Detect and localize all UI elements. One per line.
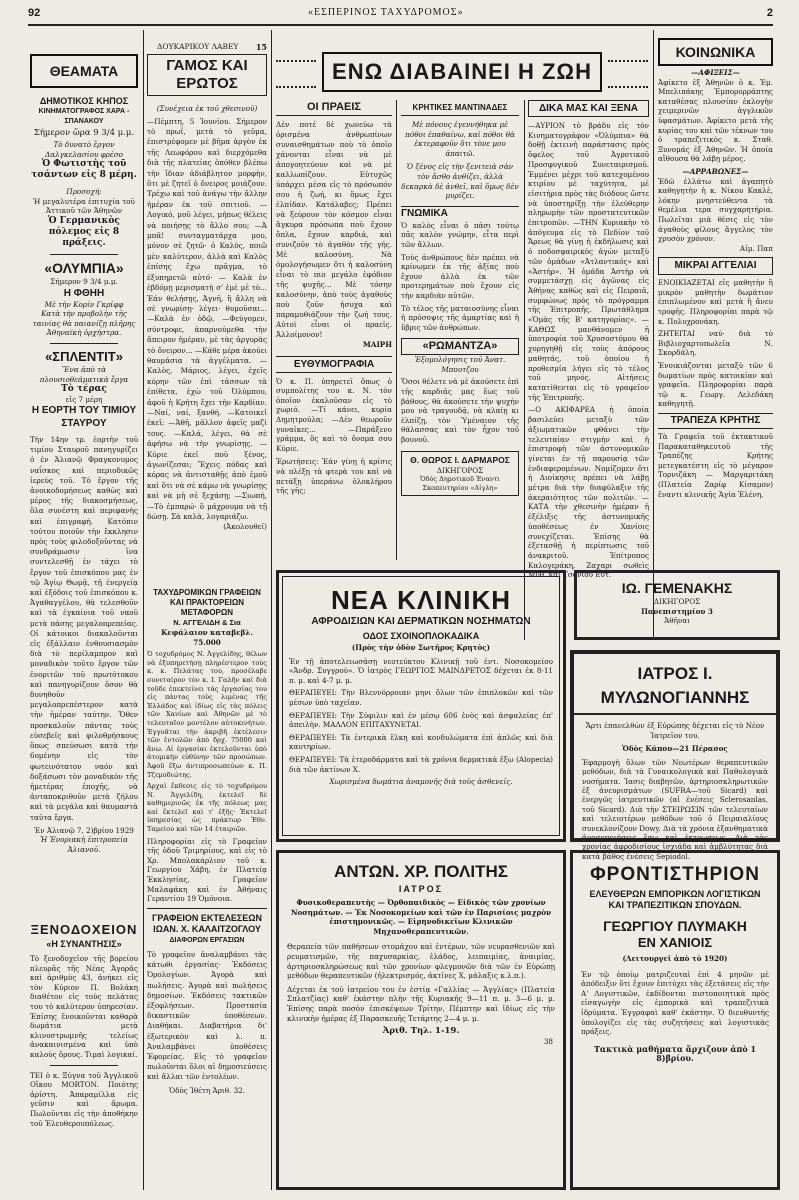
kliniki-body: Ἐν τῇ ἀποτελειωσάσῃ νεοτεύκτου Κλινικῇ τοῦ ἐντ. Νοσοκομείου «Ἀνδρ. Συγγρού». Ὁ ἰατρὸς ΓΕΩΡΓΙΟΣ ΜΑΙΝΔΡΕΤΟΣ δέχεται ἐκ 8-11 π. μ. καὶ 4-7 μ. μ.	[289, 656, 553, 685]
page-label: 2	[766, 7, 773, 19]
arravones-title: —ΑΡΡΑΒΩΝΕΣ—	[682, 166, 749, 176]
kinimatografos: ΚΙΝΗΜΑΤΟΓΡΑΦΟΣ ΧΑΡΑ - ΣΠΑΝΑΚΟΥ	[38, 108, 130, 125]
synantisis: «Η ΣΥΝΑΝΤΗΣΙΣ»	[46, 939, 122, 949]
kliniki-therapeia-1: ΘΕΡΑΠΕΥΕΙ: Τὴν Βλεννόρροιαν μηνι ὅλων τῶν ἐπιπλοκῶν καὶ τῶν μέσων ὑπὸ ταχεῖαν.	[289, 688, 553, 707]
germanikos-polemos: Ὁ Γερμανικὸς πόλεμος εἰς 8 πράξεις.	[48, 215, 120, 248]
grafeion-title: ΓΡΑΦΕΙΟΝ ΕΚΤΕΛΕΣΕΩΝ ΙΩΑΝ. Χ. ΚΑΛΑΙΤΖΟΓΛΟΥ	[147, 908, 267, 935]
frontistirion-ad	[570, 850, 780, 1190]
politis-tel: Ἀριθ. Τηλ. 1-19.	[382, 1026, 460, 1037]
kliniki-odos: ΟΔΟΣ ΣΧΟΙΝΟΠΛΟΚΑΔΙΚΑ	[362, 631, 480, 641]
newspaper-name: «ΕΣΠΕΡΙΝΟΣ ΤΑΧΥΔΡΟΜΟΣ»	[308, 7, 464, 18]
column-rule	[524, 100, 525, 640]
eorti-body: Τὴν 14ην τρ. ἑορτὴν τοῦ τιμίου Σταυροῦ πανηγυρίζει ὁ ἐν Ἀλιανῷ Φραγκονυμος ναΐσκος καὶ περιοδικῶς ἱερεὺς τοῦ. Τὸ ἔργον τῆς ἀνοικοδομήσεως καθὼς καὶ μέρος τῆς διακοσμήσεως, ὅλα συνέστη καὶ περιφανὴς καὶ ἐπιγραφή. Κατόπιν τούτου ποιοῦν τὴν ἔκκλησιν πρὸς τοὺς φιλοδοξοῦντας νὰ συνδράμωσιν ἵνα συντελεσθῇ ἐν τάχει τὸ ἔργον τοῦ ἐπισκόπου μας ἐν τῷ Ἁγίῳ Θωμᾷ, τῇ ἐνεργείᾳ καὶ ἐξόδοις τοῦ ἐπισκόπου κ. Ἀγαθαγγέλου, θὰ τελεσθοῦν καὶ τὰ ἐγκαίνια τοῦ ναοῦ μετὰ πάσης μεγαλοπρεπείας. Οἱ κάτοικοι διακαλοῦνται εἰς ἐξάλλαιν ἐνθουσιασμὸν διὰ τὸ περίλαμπρον καὶ μοναδικὸν τοῦτο ἔργον τῶν ἐνοριτῶν τοῦ πρωτότοκου καὶ πανηγυρίζουν ὅσον θὰ δυνηθοῦν μεγαλοπρεπέστερον κατὰ τὴν ἡμέραν ταύτην. Ὅθεν προσκαλοῦν πάντας τοὺς εὐσεβεῖς καὶ φιλοθρήσκους ὅπως σπεύσωσι κατὰ τὴν 6ομένην εἰς τὸν φωτεινότατον ναόν καὶ δοξάσωσι τὸν μοναδικὸν τῆς ἡμετέρας ἐποχῆς, νὰ ἀνταποκριθοῦν μετὰ ζήλου καὶ τὰ μεγάλα καὶ θαυμαστὰ ταῦτα ἔργα.	[30, 435, 138, 822]
grafeion-body: Τὸ γραφεῖον ἀναλαμβάνει τὰς κάτωθι ἐργασίας· Ἐκδόσεις Ὁρολογίων. Ἀγορὰ καὶ πωλήσεις. Ἀγορὰ καὶ πωλήσεις δημοσίων. Ἐκδόσεις τακτικῶν ἐξοφλήσεων. Προστασία δικαστικῶν ὑποθέσεων. Διαθήκαι. Διαβατήρια δι' ἐξωτερικὸν καὶ λ. π. Ἀναλαμβάνει ὑποθέσεις Ἐφορείας. Εἰς τὸ γραφεῖον πωλοῦνται ὅλοι αἱ δημοσιεύσεις καὶ ἄλλαι τῶν ἐντολέων.	[147, 950, 267, 1082]
seven-parts: εἰς 7 μέρη	[65, 395, 103, 405]
diaforon-ergasion: ΔΙΑΦΟΡΩΝ ΕΡΓΑΣΙΩΝ	[169, 937, 245, 944]
mylonogiannis-ad	[570, 650, 780, 861]
mikrai-title: ΜΙΚΡΑΙ ΑΓΓΕΛΙΑΙ	[658, 257, 773, 275]
divider	[50, 343, 118, 344]
evthimografia-body: Ὁ κ. Π. ὑπηρετεῖ ὅπως ὁ συμπολίτης του κ. Ν. τὸν ὁποῖον ἐκαλοῦσαν εἰς τὸ χωριό. —Τί κάνει, κυρία Δημητρούλα; —Δὲν θεωροῦν γυναῖκες... —Παράξενο γράμμα, ὅς καὶ τὸ ὄνομα σου Κύριε.	[276, 376, 392, 453]
darmaros-name: Θ. ΘΩΡΟΣ Ι. ΔΑΡΜΑΡΟΣ	[410, 454, 510, 465]
kliniki-pros: (Πρὸς τὴν ὁδὸν Σωτῆρος Κρητὸς)	[351, 643, 491, 652]
splendid-text: Ἕνα ἀπὸ τὰ πλουσιοθεάματικὰ ἔργα	[39, 364, 129, 384]
col2-gamos	[147, 42, 267, 582]
col4-content	[401, 100, 519, 560]
taxy-info: Πληροφορίαι εἰς τὸ Γραφεῖον τῆς ὁδοῦ Τριμηρίους, καὶ εἰς τὸ Χρ. Μπολακάρλιον τοῦ κ. Γεωργίου Χάβη, ἐν Πλατείᾳ Ἐκκλησίας, Γραφεῖον Μαλαφάκη καὶ ἐν Ἀθήναις Γεραντίου 19 Ὁμόνοια.	[147, 836, 267, 904]
gamos-body: —Πέμπτη, 5 Ἰουνίου. Σήμερον τὸ πρωΐ, μετὰ τὸ γεῦμα, ἐπιστρέφομεν μὲ βῆμα ἀργὸν ἐκ τῆς Λεωφόρου καὶ διερχόμεθα διὰ τῆς πλατείας ὁπόθεν βλέπω τὴν ἴδιαν ἀδιάβλητον μορφὴν, ὅτι μὲ ζητεῖ ὁ ὄνειρος μοιάζουν. Τρέχω καὶ τοῦ ἀνάγω τὴν ἄλλην ἡμέραν ἐκ τοῦ σπιτιοῦ. —Λογικό, μοῦ λέγει, μήπως θέλεις νὰ ποιήσῃς τὸ ἄλλο σου; —Ἀ μπᾶ! συνταγματάρχα μου, μόνον σὲ ζητῶ· ὁ Καλὸς, ποιῶ μὲν καλύτερον, ἀλλὰ καὶ Καλὸς ἐπίσης ἔχω πρᾶγμα, τὸ ἐξυπηρετῶ αὐτό· — Καλὰ ἐν ἐβδόμῃ μερισματὴ σ' ἐμὲ μὲ τὸ... Ἐάν θελήσῃς, Ἀγνῆ, ἢ ἄλλη νὰ σὲ γνωρίσῃ· λέγει· θυμοῦσαι... —Καλὰ ἐν ὁδῷ, —Φεύγομεν, σύντροφε, ἀπαρνούμεθα τὴν ἄπειρον ἡμέραν, μὲ τὰς ἀργυρὰς τὸ ὄνειρον... —Κάθε μέρα ἀκούει θαυμάσια τὰ ἀγγέλματα. —Καλὸς, Μάριος, λέγει, ἐχεῖς κόρην τῶν ἐπὶ τάσσων τὰ ἐπίθετα, ἐχὼ τοῦ Ὀλύμπου, ἀφοῦ ἡ Κρήτη ἔχει τὴν Καρδίαν. —Ναί, ναί, ξανθή. —Κατοικεῖ ἐκεῖ; —Ἀθῆ, μᾶλλον ἀφεῖς μαζί τους. —Καλά, λέγει, θὰ σὲ ἀφήσω νὰ τὴν γνωρίσῃς. —Κύριε ἐκεῖ ποῦ ξένος, ἀγωνίζεσαι; Ἔχεις πόδας καὶ κόρας νὰ ἀντισταθῇς ἀπὸ ἐμοῦ καὶ ὅτι νὰ σὲ κάμω νὰ γνωρίσῃς καὶ νὰ μὴ σὲ ξεχάσῃ; —Σιωπή, —Τὸ ἐμπαρώ· ὃ μάχρουμα νὰ τῇ δώσῃ. Σὰ καλὰ, λογαριάζω.	[147, 116, 267, 522]
prosoxi: Προσοχή:	[66, 187, 102, 197]
mylonogiannis-odos: Ὁδὸς Κάπου—21 Πέρασος	[622, 744, 728, 754]
romantza-body: Ὅσοι θέλετε νὰ μὲ ἀκούσετε ἐπὶ τῆς καρδιᾶς μας ἕως τοῦ βάθους, θὰ ἀκούσετε τὴν ψυχήν μου νὰ τραγουδᾷ, νὰ κλαίῃ κι ἐλπίζῃ, τὸν Ὑμέναιον τῆς θάλασσας καὶ τὸν ἦχον τοῦ βουνοῦ.	[401, 377, 519, 445]
taxy-body2: Ἀρχαὶ ἔκθεσις εἰς τὸ τοχυδρόμου Ν. Ἀγγελίδη, ἐκτελεῖ δὲ καθημερινῶς ἐκ τῆς πόλεως μας καὶ ἔκτελεῖ καὶ τ' ἑξῆς· Ἐκτελεῖ ὑπηρεσίας ὡς πράκτωρ Ἐθν. Ταμείου καὶ τῶν 14 ἑταιριῶν.	[147, 782, 267, 834]
kliniki-subtitle: ΑΦΡΟΔΙΣΙΩΝ ΚΑΙ ΔΕΡΜΑΤΙΚΩΝ ΝΟΣΗΜΑΤΩΝ	[311, 616, 531, 627]
gnomika-2: Τοὺς ἀνθρώπους δὲν πρέπει νὰ κρίνωμεν ἐκ τῆς ἀξίας ποὺ ἔχουν ἀλλὰ ἐκ τῶν προτερημάτων ποὺ ἔχουν εἰς τὴν καρδιὰν αὐτῶν.	[401, 252, 519, 300]
romantza-title: «ΡΩΜΑΝΤΖΑ»	[401, 338, 519, 355]
trapeza-body: Τὰ Γραφεῖα τοῦ ἐκτακτικοῦ Παρακαταθηκευτοῦ τῆς Τραπέζης Κρήτης μετεγκατέστη εἰς τὸ μέγαρον Τορνιζάκη — Μαργαριτάκη (Πλατεία Ζαρίφ Κίσαμον) ἔναντι κλινικῆς Ἁγία Ἑλένη.	[658, 432, 773, 499]
col6-content	[658, 68, 773, 538]
evthimografia-2: Ἐρωτήσεις: Ἐάν γίνῃ ἡ κρίσις νὰ πλέξῃ τὰ φτερὰ του καὶ νὰ πετάξῃ ὑπεράνω ὁλοκλήρου τῆς γῆς;	[276, 457, 392, 496]
evthimografia-title: ΕΥΘΥΜΟΓΡΑΦΙΑ	[276, 356, 392, 373]
page-header	[28, 5, 773, 25]
darmaros-address: Ὁδὸς Δημοτικοῦ Ἐναντι Σκοπευτηρίου «Αἰγλη»	[420, 475, 500, 492]
gnomika-1: Ὁ καλὸς εἶναι ὁ πᾶσι τούτῳ πᾶς καλὸν γνώμην, εἶτα περὶ τῶν ἄλλων.	[401, 220, 519, 249]
divider	[50, 254, 118, 255]
trapeza-title: ΤΡΑΠΕΖΑ ΚΡΗΤΗΣ	[658, 413, 773, 429]
orchestra-note: Κατὰ τὴν προβολὴν τῆς ταινίας θὰ παιανίζῃ πλῆρης Ἀθηναϊκὴ ὀρχήστρα.	[32, 309, 136, 338]
frontistirion-city: ΕΝ ΧΑΝΙΟΙΣ	[637, 935, 713, 950]
gemenakis-city: Ἀθῆναι	[664, 616, 690, 626]
romantza-sub: Ἐξομολόγησις τοῦ Ἀνατ. Μπουτζου	[414, 355, 506, 374]
politis-title: ΙΑΤΡΟΣ	[398, 884, 444, 894]
koinonika-header: ΚΟΙΝΩΝΙΚΑ	[658, 38, 773, 66]
morton-ad: ΤΕΙ ὁ κ. Ξύγνα τοῦ Ἀγγλικοῦ Οἴκου MORTON. Ποιότης ἀρίστη. Ἀπαραμίλλα εἰς γεῦσιν καὶ ἄρωμα. Πωλοῦνται εἰς τὴν ἀποθήκην τοῦ Ἐλευθερουπόλεως.	[30, 1070, 138, 1128]
gemenakis-title: ΔΙΚΗΓΟΡΟΣ	[653, 597, 701, 606]
zoi-header: ΕΝΩ ΔΙΑΒΑΙΝΕΙ Η ΖΩΗ	[322, 52, 602, 92]
dadel: Δαλγκελασίου φρέσο	[45, 149, 123, 159]
politis-ad	[276, 850, 566, 1190]
col2-taxydromika	[147, 588, 267, 904]
dika-mas-title: ΔΙΚΑ ΜΑΣ ΚΑΙ ΞΕΝΑ	[528, 100, 649, 117]
kliniki-title: ΝΕΑ ΚΛΙΝΙΚΗ	[330, 585, 511, 615]
gamos-sub: (Συνέχεια ἐκ τοῦ χθεσινοῦ)	[156, 104, 258, 113]
kliniki-closing: Χωρισμένα δωμάτια ἀναμονῆς διὰ τοὺς ἀσθενεῖς.	[329, 777, 513, 787]
nea-kliniki-ad	[276, 570, 566, 842]
gamos-continue: (Ἀκολουθεῖ)	[223, 522, 267, 532]
col1-theamata	[30, 96, 138, 405]
column-rule	[271, 30, 272, 1190]
afixeis-title: —ΑΦΙΞΕΙΣ—	[691, 68, 740, 77]
to-teras: Τὸ τέρας	[61, 384, 107, 395]
page-number: 92	[28, 7, 41, 19]
oi-praeis-title: ΟΙ ΠΡΑΕΙΣ	[276, 100, 392, 116]
gemenakis-ad-box	[574, 570, 780, 640]
column-rule	[143, 30, 144, 1190]
fthiri-title: Η ΦΘΗΗ	[63, 287, 105, 299]
politis-spec: Φυσικοθεραπευτὴς — Ὀρθοπαιδικὸς — Εἰδικὸς τῶν χρονίων Νοσημάτων. — Ἐκ Νοσοκομείων καὶ τῶν ἐν Παρισίοις μαχρὸν ἐπιστημονικῶς. — Εἰρηνοδικεῖων Κλινικῶν Μηχανοθεραπευτικῶν.	[290, 898, 552, 936]
mylonogiannis-intro: Ἄρτι ἐπανελθὼν ἐξ Εὐρώπης δέχεται εἰς τὸ Νέον Ἰατρεῖον του.	[585, 721, 765, 740]
eorti-title: Η ΕΟΡΤΗ ΤΟΥ ΤΙΜΙΟΥ ΣΤΑΥΡΟΥ	[31, 405, 137, 429]
zoi-ornament-left	[276, 60, 316, 88]
frontistirion-body: Ἐν τῷ ὁποίῳ ματριζευταὶ ἐπὶ 4 μηνῶν μὲ ἀπόδειξιν ὅτι ἔχουν ἐπιτύχει τὰς ἐξετάσεις εἰς τὴν Α' Λογιστικῶν, ἐκδίδονται πιστοποιητικὰ πρὸς εἰσαγωγὴν εἰς ἐμπορικὰ καὶ τραπεζιτικὰ ἱδρύματα. Ἐγγραφαὶ καθ' ἑκάστην. Ὁ διευθυντὴς ὑπολογίζει εἰς τὰς συζητήσεις καὶ λογιστικὰς πράξεις.	[581, 969, 769, 1037]
frontistirion-name: ΓΕΩΡΓΙΟΥ ΠΛΥΜΑΚΗ	[603, 918, 747, 934]
megaloteri-epityxia: Ἡ μεγαλυτέρα ἐπιτυχία τοῦ Ἀττικοῦ τῶν Ἀθηνῶν	[33, 196, 135, 216]
divider	[50, 1065, 118, 1066]
politis-body: Θεραπεία τῶν παθήσεων στομάχου καὶ ἐντέρων, τῶν νευρασθενιῶν καὶ ρευματισμῶν, τῆς παχυσαρκίας, ἐλάδος, λειπαιμίας, ἀναιμίας, ἀρτηριοσκληρώσεως καὶ τῶν χρονίων φλεγμονῶν διὰ τῶν ἐν Εὐρώπῃ μεθόδων θεραπευτικῶν (ἠλεκτρισμός, ἀκτῖνες Χ, μάλαξις κ.λ.π.).	[287, 942, 555, 981]
fotistis: Ὁ Φωτιστὴς τοῦ τσάντων εἰς 8 μέρη.	[31, 159, 137, 181]
theamata-header: ΘΕΑΜΑΤΑ	[30, 54, 138, 88]
dika-mas-body2: —Ο ΑΚΙΦΑΡΕΑ ἡ ὁποία βασιλεύει μεταξὺ τῶν ἀξιωματικῶν φθάνει τὴν τελευταίαν στιγμὴν καὶ ἡ ἐπιστροφὴ τῶν ἀστυνομικῶν γίνεται ἐν τῇ παρουσίᾳ τῶν ἐνδιαφερομένων. Νομίζομεν ὅτι ἡ Διοίκησις πρέπει νὰ λάβῃ μέτρα διὰ τὴν διαφύλαξιν τῆς ἀκεραιότητος τῶν πολιτῶν. —ΚΑΤΑ τὴν χθεσινὴν ἡμέραν ἡ ἐξέλιξις τῆς ἀστυνομικῆς ὑποθέσεως ἐν Χανίοις συνεχίζεται. Ἐπίσης θὰ ἐξετασθῇ ἡ περίπτωσις τοῦ ἀνακριτοῦ. Ἐπίτροπος Καλογεράκη, Ζαχαρι σωθεὶς Μυθ. καὶ Τσόνιου Εὐτ.	[528, 405, 649, 580]
enoikiazetai: ΕΝΟΙΚΙΑΖΕΤΑΙ εἰς μαθητὴν ἢ μικρὸν μαθητὴν δωμάτιον ἐπιπλωμένον καὶ μετὰ ἢ ἄνευ τροφῆς. Πληροφορίαι παρὰ τῷ κ. Πολυχρονάκη.	[658, 278, 773, 326]
dikigoros-box	[401, 451, 519, 497]
simeron: Σήμερον ὥρα 9 3/4 μ.μ.	[33, 128, 135, 138]
gnomika-3: Τὸ τέλος τῆς ματαιοσύνης εἶναι ἡ πρόσοψις τῆς ἀμαρτίας καὶ ἡ ὕβρις τῶν ἀνθρώπων.	[401, 303, 519, 332]
mylonogiannis-title: ΙΑΤΡΟΣ Ι. ΜΥΛΩΝΟΓΙΑΝΝΗΣ	[574, 662, 776, 715]
politis-num: 38	[543, 1036, 553, 1046]
politis-hours: Δέχεται ἐκ τοῦ ἰατρείου του ἐν ἑστίᾳ «Γαλλίας — Ἀγγλίας» (Πλατεία Σπλατζίας) καθ' ἑκάστην πλὴν τῆς Κυριακῆς 9—11 π. μ. 3—6 μ. μ. Ἐπίσης παρὰ ποσὸν ἐπισκέψεων Τρίτην, Πέμπτην καὶ ἰδίως εἰς τὴν κλινικὴν ἡμέρας ἐξ Παρασκευῆς Τετάρτης 2—4 μ. μ.	[287, 984, 555, 1023]
dynato-ergon: Τὸ δυνατὸ ἔργον	[53, 140, 115, 149]
taxy-body: Ὁ τοχυδρόμος Ν. Ἀγγελίδης, θέλων νὰ ἐξυπηρετήσῃ πληρέστερον τοὺς κ. κ. Πελάτας του, προσέλαβε συνεταίρον τὸν κ. Ι. Γαλῆν καὶ διὰ τοῦδε ἐπεκτείνει τὰς ἐργασίας του εἰς πάντας τοὺς λιμένας τῆς Ἑλλάδος καὶ ἰδίως εἰς τὰς πόλεις τῶν Χανίων καὶ Ἀθηνῶν μὲ τὸ τελευταῖον μοντέλον αὐτοκινήτων. Ἐγγυᾶται τὴν ἀκριβῆ ἐκτέλεσιν τῶν ἐντολῶν ἀπὸ δρχ. 75000 καὶ ἄνω. Αἱ ἐργασίαι ἐκτελοῦνται ὑπὸ ἀτομικὴν εὐθύνην τῶν προσώπων. Ἀφοῦ ἔξω ἀντιπροσωπεύων κ. Π. Τζεμοδιώτης.	[147, 650, 267, 779]
dimotikos-kipos: ΔΗΜΟΤΙΚΟΣ ΚΗΠΟΣ	[39, 96, 129, 106]
xenodoxeion-body: Τὸ ξενοδοχεῖον τῆς βορείου πλευρᾶς τῆς Νέας Ἀγορᾶς καὶ ἀριθμὸς 43, ἀνήκει εἰς τὸν Κύριον Π. Βολάκη διαθέτον εἰς τοὺς πελάτας του τὸ καλύτερον ὑπηρεσίαν. Ἐπίσης ἔνοικοῦνται καθαρὰ δωμάτια μετὰ κλινοστρωμνῆς τελείως ἀνακαινισμένα καὶ ὑπὸ καλοὺς ὅρους. Τιμαὶ λογικαί.	[30, 954, 138, 1059]
gemenakis-name: ΙΩ. ΓΕΜΕΝΑΚΗΣ	[621, 580, 733, 596]
kliniki-therapeia-3: ΘΕΡΑΠΕΥΕΙ: Τὰ ἐντερικὰ ἕλκη καὶ κονδυλώματα ἐπὶ ἀπλῶς καὶ διὰ καυτηρίων.	[289, 732, 553, 752]
frontistirion-title: ΦΡΟΝΤΙΣΤΗΡΙΟΝ	[590, 864, 760, 885]
afixeis-body: Ἀφίκετο ἐξ Ἀθηνῶν ὁ κ. Ἐμ. Μπελιπάκης Ἐμπορορράπτης καταθέσας πλουσίαν ἐκλογὴν χειμερινῶν ἀγγλικῶν ὑφασμάτων. Ἀφίκετο μετὰ τῆς κυρίας του καὶ τῶν τέκνων του ὁ τραπεζιτικὸς κ. Σταθ. Ξυνομάς ἐξ Ἀθηνῶν. Ἡ ὁποία αἴθουσα θὰ λάβῃ μέρος.	[658, 77, 773, 164]
kritikes-title: ΚΡΗΤΙΚΕΣ ΜΑΝΤΙΝΑΔΕΣ	[401, 100, 519, 116]
eorti-sign: Ἡ Ἐνοριακὴ ἐπιτροπεία Ἀλιανοῦ.	[40, 835, 128, 854]
olympia-time: Σήμερον 9 3/4 μ.μ.	[50, 276, 118, 286]
taxy-owner: Ν. ΑΓΓΕΛΙΔΗ & Σια	[173, 618, 241, 627]
col3-content	[276, 100, 392, 560]
taxy-kefalaio: Κεφάλαιον καταβεβλ. 75.000	[161, 628, 253, 647]
gnomika-title: ΓΝΩΜΙΚΑ	[401, 206, 519, 221]
dika-mas-body: —ΑΥΡΙΟΝ τὸ βράδυ εἰς τὸν Κινηματογράφον «Ὀλύμπια» θὰ δοθῇ ἐκτεινὴ παράστασις πρὸς ὄφελος τοῦ Ἀγροτικοῦ Προσφυγικοῦ Συνεταιρισμοῦ. Ἐμμένει μέχρι τοῦ κατεχομένου κτιρίου μὲ ταχύτητα, μὲ εἰσιτήρια πρὸς τὰς διόδους ὥστε νὰ ὑποστηρίξῃ τὴν ἐλεύθερην πληρωμὴν τῶν προστατευτικῶν ἐπιτροπῶν. —ΤΗΝ Κυριακὴν τὸ ἀπόγευμα εἰς τὸ Πεδίον τοῦ Ἄρεως θὰ γίνῃ ἡ ἐκδήλωσις καὶ ὁ ποδοσφαιρικὸς ἀγὼν μεταξὺ τῶν ὁμάδων «Ἀτλαντικός» καὶ «Ἀστήρ». Ἡ ὁμάδα Ἀστὴρ νὰ συμμετάσχῃ εἰς ἀγῶνας εἰς Ἀθήνας καθὼς καὶ εἰς Πειραιᾶ, συμφώνως πρὸς τὸ πρόγραμμα τῆς Ἐπιτροπῆς. Πρωτάθλημα «Ὁμὰς τῆς Β' κατηγορίας». —ΚΑΘΩΣ μανθάνομεν ἡ ὑποτροφία τοῦ Χρυσοστόμου θὰ χορηγηθῇ εἰς τοὺς ἀπόρους μαθητάς, τοῦ ὁποίου ἡ προθεσμία λήγει εἰς τὸ τέλος τοῦ μηνός. Αἰτήσεις κατατίθενται εἰς τὸ γραφεῖον τῆς Ἐπιτροπῆς.	[528, 121, 649, 402]
mylonogiannis-body: Ἐφαρμογὴ ὅλων τῶν Νεωτέρων θεραπευτικῶν μεθόδων, διὰ τὰ Γυναικολογικὰ καὶ Παθολογικὰ νοσήματα. Ἰασις διαβητῶν, ἀρτηριοσκληρωτικῶν ἐξ ἀνευρισμάτων (SUFRA—τοῦ Sicard) καὶ ἐνεργῶς ἰατρευτικῶν (αἱ ἐνέσεις Sclerosanlas, τοῦ Sicard). Διὰ τὴν ΣΤΕΙΡΩΣΙΝ τῶν τελευταίων καὶ τελειοτέρων μεθόδων τοῦ ὁ Πειραιαλίους συνεκλονίζουν Dowy. Διὰ τὰ χρόνια ἐξανθηματικὰ ἀνοσοποιήσεις ἔσω καὶ ἐκτρωσεως. Διὰ τὰς χρονίας ἀφροδισίους ἰσχιάδα καὶ ἀμβλύτητας διὰ κατὰ βάθος ἐνέσεις Sepiodol.	[582, 757, 768, 861]
frontistirion-sub: ΕΛΕΥΘΕΡΩΝ ΕΜΠΟΡΙΚΩΝ ΛΟΓΙΣΤΙΚΩΝ ΚΑΙ ΤΡΑΠΕΖΙΤΙΚΩΝ ΣΠΟΥΔΩΝ.	[589, 889, 761, 910]
eorti-date: Ἐν Ἀλιανῷ 7, 2)βρίου 1929	[34, 825, 134, 835]
doukas-number: 15	[255, 42, 267, 52]
col1-xenodoxeion	[30, 922, 138, 1190]
zitetai: ΖΗΤΕΙΤΑΙ ναύ· διὰ τὸ Βιβλιοχαρτοπωλεῖα Ν. Σκορδάλη.	[658, 329, 773, 358]
col1-eorti	[30, 404, 138, 916]
darmaros-title: ΔΙΚΗΓΟΡΟΣ	[436, 465, 484, 475]
col2-grafeion	[147, 908, 267, 1190]
doukas-header	[147, 42, 267, 54]
frontistirion-closing: Τακτικὰ μαθήματα ἄρχιζουν ἀπὸ 1 8)βρίου.	[593, 1043, 757, 1064]
arravones-body: Ἐδῶ ἐλλάτω καὶ ἀγαπητὸ καθηγητὴν ἡ κ. Νίκου Κακλὲ, λόκην μνηστεύθεντα τὰ θεμέλια τερα συγχαρητήρια. Πωλεῖται μιὰ θέσις εἰς τὸν ἀγαθοὺς φίλους ἄγγελος τὸν χρυσὸν χρόνον.	[658, 176, 773, 244]
doukas-label: ΔΟΥΚΑΡΙΚΟΥ ΛΑΒΕΥ	[157, 42, 239, 51]
column-rule	[396, 100, 397, 560]
column-rule	[653, 30, 654, 640]
splendid-title: «ΣΠΛΕΝΤΙΤ»	[45, 348, 123, 364]
frontistirion-since: (Λειτουργεῖ ἀπὸ τὸ 1920)	[622, 954, 728, 963]
kritikes-2: Ὁ ξένος εἰς τὴν ξενιτειὰ σὰν τὸν ἄσθο ἀνθίζει, ἀλλὰ δεκαρκὰ δὲ ἀνθεῖ, καὶ ὅμως δὲν μυρίζει.	[401, 162, 519, 201]
kliniki-therapeia-2: ΘΕΡΑΠΕΥΕΙ: Τὴν Σύφιλιν καὶ ἐν μέσῳ 606 ἑνὸς καὶ ἀσφαλείας ἐπ' ἀπειλὴν. ΜΑΛΛΟΝ ΕΠΙΤΑΧΥΝΕΤΑΙ.	[289, 710, 553, 730]
olympia-title: «ΟΛΥΜΠΙΑ»	[44, 259, 124, 276]
korin-griff: Μὲ τὴν Κορίν Γκρίφφ	[44, 299, 124, 309]
grafeion-address: Ὁδὸς Ἰθέτη Ἀριθ. 32.	[168, 1085, 246, 1095]
gemenakis-addr: Πανεπιστημίου 3	[641, 606, 713, 616]
gamos-title: ΓΑΜΟΣ ΚΑΙ ΕΡΩΤΟΣ	[147, 54, 267, 96]
col5-content	[528, 100, 649, 636]
xenodoxeion-title: ΞΕΝΟΔΟΧΕΙΟΝ	[30, 922, 138, 937]
kritikes-1: Μὲ πόνους ἐγεννήθηκα μὲ πόθοι ἐπαθαίνω, καὶ πόθοι θὰ ἐκτεραφοῦν ὅτι τὸνε μου ἀπαιτῶ.	[405, 120, 515, 158]
enoikiazontai: Ἐνοικιάζονται μεταξύ τῶν 6 δωματίων πρὸς κατοικίαν καὶ γραφεῖα. Πληροφορίαι παρὰ τῷ κ. Γεωργ. Λελεδάκη καθηγητῇ.	[658, 361, 773, 409]
oi-praeis-body: Δὲν ποτέ δὲ χωνεύω τὰ ὁρισμένα ἀνθρωπίνων συναισθημάτων ποὺ τὸ ὁποῖο χάνονται εἶναι νὰ μὲ ἀπογοητεύουν καὶ νὰ μὲ καλλωπίζουν. Εὐτυχῶς ὑπάρχει μέσα εἰς τὸ πρόσωπόν σου ἡ ζωή, κι ὅμως ἔχει ἐλπίδαν. Κατάλαβες; Πρέπει νὰ ξεύρουν τὸν κόσμον εἶναι ἄγκυρα πρόσωπα ποὺ ἔχουν ὅπλα, ἔχουν καρδιά, καὶ συνιζοῦν τὸ ἀγαθὸν τῆς γῆς. Μὲ καλοσύνη. Νὰ ὁμολογήσωμεν ὅτι ἡ καλοσύνη εἶναι τὸ πιο μεγάλο ἐφόδιον τῆς ψυχῆς... Μὲ τόσην καλοσύνην, ἀπὸ τοὺς ἀγαθοὺς ποὺ ζοῦν ἡσυχα καὶ παραμυθιάζουν τὴν ζωή τους. Αὐτοὶ εἶναι οἱ πραεῖς. Ἀλλοίμονον!	[276, 120, 392, 339]
arravones-sign: Αἰμ. Παπ	[739, 243, 773, 253]
header-rule	[28, 24, 773, 26]
kliniki-therapeia-4: ΘΕΡΑΠΕΥΕΙ: Τὰ ἑτεροδάρματα καὶ τὰ χρόνια δερματικὰ ἔξω (Alopecia) διὰ τῶν ἀκτίνων Χ.	[289, 754, 553, 774]
oi-praeis-sign: ΜΑΙΡΗ	[362, 340, 392, 349]
taxy-title: ΤΑΧΥΔΡΟΜΙΚΩΝ ΓΡΑΦΕΙΩΝ ΚΑΙ ΠΡΑΚΤΟΡΕΙΩΝ ΜΕΤΑΦΟΡΩΝ	[153, 588, 261, 617]
politis-name: ΑΝΤΩΝ. ΧΡ. ΠΟΛΙΤΗΣ	[334, 862, 508, 881]
zoi-ornament-right	[608, 60, 648, 88]
